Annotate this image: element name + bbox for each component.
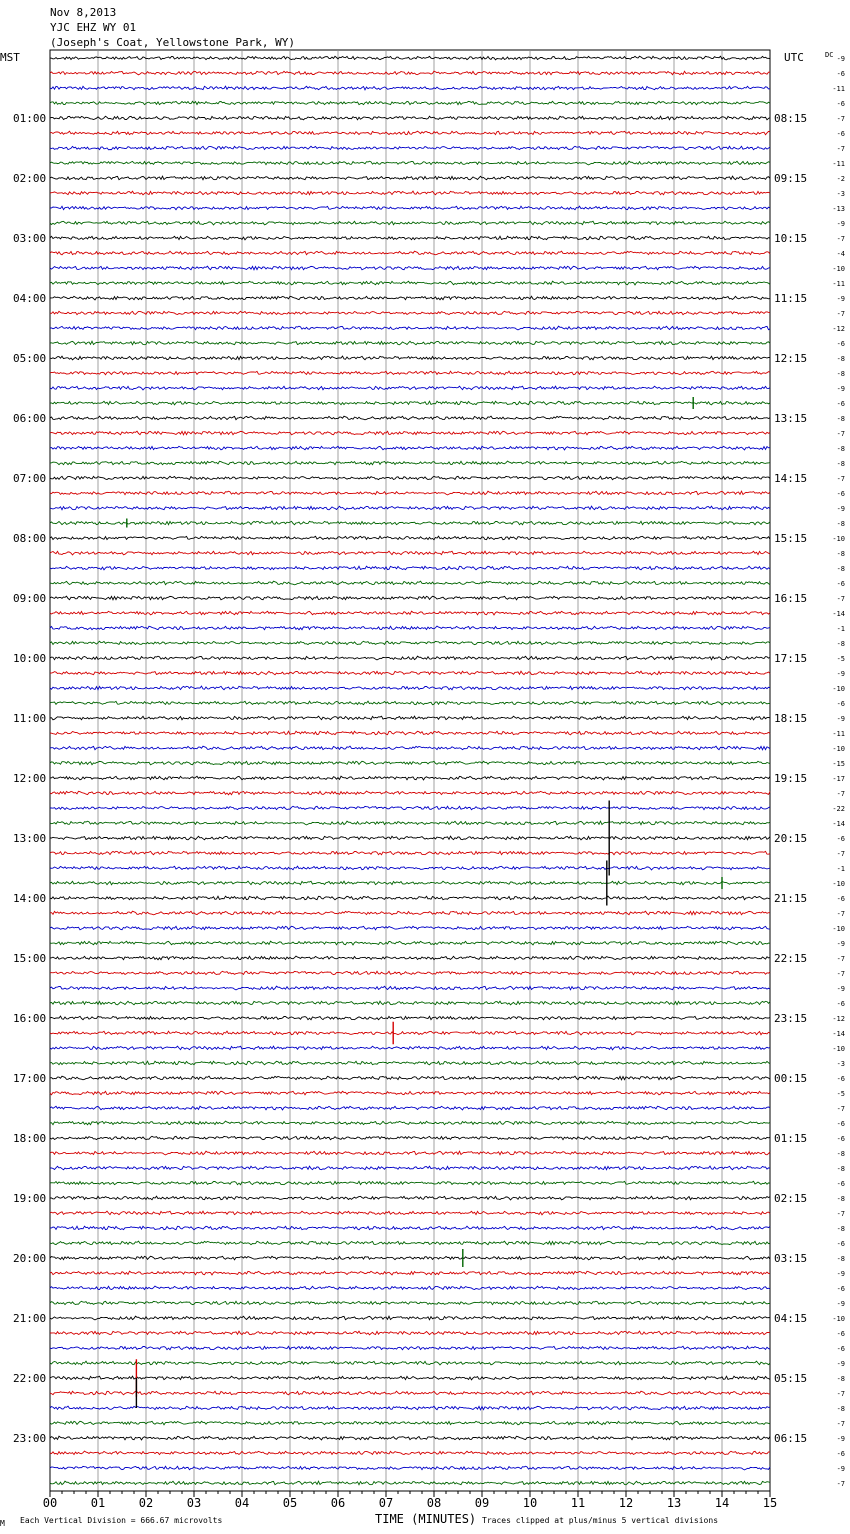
trace-row-31 [50,521,770,525]
dc-offset-label: -6 [836,1120,845,1128]
x-tick-label: 14 [714,1496,730,1510]
dc-offset-label: -7 [836,235,845,243]
dc-offset-label: -7 [836,850,845,858]
trace-row-94 [50,1466,770,1470]
dc-offset-label: -8 [836,1225,845,1233]
dc-offset-label: -6 [836,1180,845,1188]
left-hour-label: 04:00 [13,292,47,305]
trace-row-95 [50,1481,770,1485]
trace-row-14 [50,266,770,270]
x-tick-label: 00 [42,1496,58,1510]
right-hour-labels [774,112,807,1445]
trace-row-78 [50,1226,770,1230]
dc-offset-label: -6 [836,835,845,843]
dc-offset-label: -7 [836,1390,845,1398]
trace-row-76 [50,1196,770,1200]
dc-offset-label: -6 [836,1285,845,1293]
dc-offset-label: -9 [836,1465,845,1473]
right-hour-label: 17:15 [774,652,808,665]
trace-row-12 [50,236,770,240]
dc-offset-label: -11 [832,160,845,168]
dc-offset-label: -8 [836,1405,845,1413]
dc-offset-label: -6 [836,1345,845,1353]
right-hour-label: 06:15 [774,1432,808,1445]
trace-row-24 [50,416,770,420]
left-hour-label: 18:00 [13,1132,47,1145]
trace-row-29 [50,491,770,495]
trace-row-35 [50,581,770,585]
dc-offset-label: -6 [836,70,845,78]
right-hour-label: 13:15 [774,412,808,425]
dc-offset-label: -9 [836,295,845,303]
x-axis-title: TIME (MINUTES) [375,1512,477,1526]
dc-offset-label: -8 [836,520,845,528]
dc-offset-label: -9 [836,220,845,228]
dc-offset-label: -7 [836,970,845,978]
date-label: Nov 8,2013 [50,6,117,19]
dc-offset-label: -12 [832,1015,845,1023]
trace-row-52 [50,836,770,840]
trace-row-77 [50,1211,770,1215]
right-hour-label: 18:15 [774,712,808,725]
trace-row-0 [50,56,770,60]
trace-row-68 [50,1076,770,1080]
dc-offset-label: -8 [836,565,845,573]
dc-offset-label: -6 [836,100,845,108]
dc-offset-label: -6 [836,895,845,903]
dc-offset-label: -8 [836,1150,845,1158]
trace-row-70 [50,1106,770,1110]
trace-row-90 [50,1406,770,1410]
trace-row-22 [50,386,770,390]
right-hour-label: 02:15 [774,1192,808,1205]
trace-row-32 [50,536,770,540]
trace-row-88 [50,1376,770,1380]
station-label: YJC EHZ WY 01 [50,21,137,34]
trace-row-61 [50,971,770,975]
trace-row-82 [50,1286,770,1290]
location-label: (Joseph's Coat, Yellowstone Park, WY) [50,36,296,49]
dc-offset-label: -8 [836,460,845,468]
dc-offset-label: -7 [836,910,845,918]
trace-row-55 [50,881,770,885]
trace-row-62 [50,986,770,990]
right-hour-label: 23:15 [774,1012,808,1025]
trace-row-41 [50,671,770,675]
corner-mark: M [0,1519,5,1528]
trace-row-65 [50,1031,770,1035]
trace-row-47 [50,761,770,765]
right-hour-label: 20:15 [774,832,808,845]
trace-row-28 [50,476,770,479]
trace-row-46 [50,746,770,750]
right-hour-label: 10:15 [774,232,808,245]
trace-row-87 [50,1361,770,1365]
left-hour-label: 02:00 [13,172,47,185]
right-hour-label: 21:15 [774,892,808,905]
dc-offset-label: -10 [832,745,845,753]
dc-offset-label: -17 [832,775,845,783]
left-hour-labels [13,112,46,1445]
dc-offset-label: -10 [832,535,845,543]
right-hour-label: 15:15 [774,532,808,545]
dc-offset-label: -9 [836,715,845,723]
dc-offset-label: -7 [836,1480,845,1488]
dc-offset-label: -7 [836,790,845,798]
trace-row-92 [50,1436,770,1440]
dc-offset-label: -8 [836,640,845,648]
dc-offset-label: -2 [836,175,845,183]
x-tick-label: 02 [138,1496,154,1510]
dc-offset-label: -9 [836,1300,845,1308]
right-hour-label: 11:15 [774,292,808,305]
right-timezone-label: UTC [784,51,804,64]
dc-offset-label: -22 [832,805,845,813]
dc-offset-label: -5 [836,655,845,663]
dc-offset-label: -10 [832,925,845,933]
left-hour-label: 13:00 [13,832,47,845]
dc-offset-label: -6 [836,340,845,348]
dc-offset-label: -9 [836,940,845,948]
left-hour-label: 16:00 [13,1012,47,1025]
dc-offset-label: -8 [836,1165,845,1173]
trace-row-40 [50,656,770,660]
dc-offset-label: -8 [836,415,845,423]
x-tick-label: 09 [474,1496,490,1510]
trace-row-43 [50,701,770,705]
dc-offset-label: -9 [836,505,845,513]
right-hour-label: 00:15 [774,1072,808,1085]
x-tick-label: 07 [378,1496,394,1510]
vertical-division-note: Each Vertical Division = 666.67 microvolts [20,1516,223,1525]
trace-row-23 [50,401,770,405]
trace-row-34 [50,566,770,570]
clip-note: Traces clipped at plus/minus 5 vertical divisions [482,1516,719,1525]
trace-row-60 [50,956,770,960]
dc-offset-label: -9 [836,1270,845,1278]
left-hour-label: 08:00 [13,532,47,545]
dc-header-label: DC [825,51,834,59]
right-hour-label: 08:15 [774,112,808,125]
trace-row-13 [50,251,770,255]
trace-row-7 [50,161,770,165]
dc-offset-label: -6 [836,1000,845,1008]
left-hour-label: 14:00 [13,892,47,905]
left-timezone-label: MST [0,51,20,64]
dc-offset-label: -6 [836,1135,845,1143]
dc-offset-label: -7 [836,145,845,153]
trace-row-64 [50,1016,770,1020]
trace-row-42 [50,686,770,690]
trace-row-37 [50,611,770,615]
dc-offset-label: -4 [836,250,845,258]
trace-row-5 [50,131,770,135]
right-hour-label: 22:15 [774,952,808,965]
dc-offset-label: -8 [836,445,845,453]
trace-row-84 [50,1316,770,1320]
trace-row-8 [50,176,770,180]
right-hour-label: 03:15 [774,1252,808,1265]
trace-row-10 [50,206,770,210]
trace-row-19 [50,341,770,345]
dc-offset-label: -11 [832,730,845,738]
dc-offset-label: -6 [836,1330,845,1338]
seismic-events [127,397,722,1408]
dc-offset-label: -14 [832,820,845,828]
dc-offset-label: -9 [836,385,845,393]
dc-offset-label: -7 [836,1420,845,1428]
dc-offset-label: -15 [832,760,845,768]
dc-offset-label: -10 [832,685,845,693]
trace-row-83 [50,1301,770,1305]
dc-offset-label: -3 [836,1060,845,1068]
dc-offset-label: -10 [832,1045,845,1053]
trace-row-80 [50,1256,770,1260]
trace-row-54 [50,866,770,870]
x-tick-label: 13 [666,1496,682,1510]
dc-offset-label: -8 [836,1375,845,1383]
trace-row-57 [50,911,770,915]
dc-offset-label: -9 [836,985,845,993]
dc-offset-label: -14 [832,610,845,618]
dc-offset-label: -10 [832,880,845,888]
dc-offset-label: -1 [836,865,845,873]
trace-row-20 [50,356,770,360]
trace-row-86 [50,1346,770,1350]
dc-offset-label: -7 [836,475,845,483]
dc-offset-label: -6 [836,490,845,498]
trace-row-67 [50,1061,770,1065]
dc-offset-label: -9 [836,1435,845,1443]
dc-offset-label: -12 [832,325,845,333]
left-hour-label: 07:00 [13,472,47,485]
dc-offset-label: -7 [836,955,845,963]
trace-row-36 [50,596,770,600]
trace-row-6 [50,146,770,150]
trace-row-9 [50,191,770,195]
dc-offset-label: -11 [832,280,845,288]
dc-offset-label: -14 [832,1030,845,1038]
left-hour-label: 05:00 [13,352,47,365]
trace-row-30 [50,506,770,510]
dc-offset-label: -6 [836,1450,845,1458]
trace-row-56 [50,896,770,900]
trace-row-39 [50,641,770,644]
dc-offset-label: -7 [836,1105,845,1113]
dc-offset-label: -6 [836,400,845,408]
trace-row-58 [50,926,770,930]
dc-offset-label: -6 [836,130,845,138]
right-hour-label: 01:15 [774,1132,808,1145]
dc-offset-label: -8 [836,1255,845,1263]
dc-offset-label: -8 [836,370,845,378]
trace-row-53 [50,851,770,855]
dc-offset-labels [832,55,845,1488]
dc-offset-label: -6 [836,580,845,588]
x-tick-label: 10 [522,1496,538,1510]
right-hour-label: 04:15 [774,1312,808,1325]
trace-row-50 [50,806,770,809]
x-axis [43,1491,777,1510]
right-hour-label: 09:15 [774,172,808,185]
dc-offset-label: -10 [832,265,845,273]
dc-offset-label: -7 [836,1210,845,1218]
x-tick-label: 05 [282,1496,298,1510]
left-hour-label: 10:00 [13,652,47,665]
seismic-traces [50,56,770,1485]
dc-offset-label: -9 [836,1360,845,1368]
trace-row-1 [50,71,770,75]
trace-row-21 [50,371,770,375]
right-hour-label: 19:15 [774,772,808,785]
trace-row-59 [50,941,770,945]
trace-row-91 [50,1421,770,1425]
trace-row-89 [50,1391,770,1395]
trace-row-25 [50,431,770,435]
dc-offset-label: -8 [836,355,845,363]
x-tick-label: 12 [618,1496,634,1510]
right-hour-label: 05:15 [774,1372,808,1385]
left-hour-label: 23:00 [13,1432,47,1445]
left-hour-label: 15:00 [13,952,47,965]
x-tick-label: 11 [570,1496,586,1510]
left-hour-label: 06:00 [13,412,47,425]
dc-offset-label: -11 [832,85,845,93]
trace-row-69 [50,1091,770,1095]
trace-row-44 [50,716,770,720]
right-hour-label: 14:15 [774,472,808,485]
x-tick-label: 04 [234,1496,250,1510]
dc-offset-label: -7 [836,595,845,603]
left-hour-label: 17:00 [13,1072,47,1085]
left-hour-label: 12:00 [13,772,47,785]
left-hour-label: 11:00 [13,712,47,725]
trace-row-11 [50,221,770,225]
left-hour-label: 03:00 [13,232,47,245]
trace-row-93 [50,1451,770,1455]
dc-offset-label: -1 [836,625,845,633]
trace-row-18 [50,326,770,330]
x-tick-label: 03 [186,1496,202,1510]
trace-row-72 [50,1136,770,1140]
right-hour-label: 12:15 [774,352,808,365]
x-tick-label: 15 [762,1496,778,1510]
trace-row-63 [50,1001,770,1005]
left-hour-label: 01:00 [13,112,47,125]
dc-offset-label: -6 [836,1075,845,1083]
dc-offset-label: -7 [836,430,845,438]
dc-offset-label: -8 [836,550,845,558]
trace-row-49 [50,791,770,795]
left-hour-label: 09:00 [13,592,47,605]
dc-offset-label: -10 [832,1315,845,1323]
dc-offset-label: -7 [836,310,845,318]
trace-row-51 [50,821,770,825]
trace-row-16 [50,296,770,300]
trace-row-66 [50,1046,770,1050]
dc-offset-label: -3 [836,190,845,198]
trace-row-48 [50,776,770,780]
x-tick-label: 06 [330,1496,346,1510]
dc-offset-label: -9 [836,55,845,63]
trace-row-2 [50,86,770,90]
dc-offset-label: -5 [836,1090,845,1098]
dc-offset-label: -8 [836,1195,845,1203]
trace-row-75 [50,1181,770,1184]
left-hour-label: 20:00 [13,1252,47,1265]
trace-row-38 [50,626,770,630]
trace-row-15 [50,281,770,285]
trace-row-27 [50,461,770,465]
trace-row-81 [50,1271,770,1275]
left-hour-label: 21:00 [13,1312,47,1325]
trace-row-74 [50,1166,770,1170]
dc-offset-label: -9 [836,670,845,678]
dc-offset-label: -13 [832,205,845,213]
trace-row-4 [50,116,770,120]
x-tick-label: 08 [426,1496,442,1510]
trace-row-26 [50,446,770,450]
trace-row-3 [50,101,770,105]
trace-row-45 [50,731,770,735]
trace-row-17 [50,311,770,314]
trace-row-85 [50,1331,770,1335]
left-hour-label: 22:00 [13,1372,47,1385]
dc-offset-label: -6 [836,700,845,708]
trace-row-71 [50,1121,770,1125]
x-tick-label: 01 [90,1496,106,1510]
trace-row-73 [50,1151,770,1155]
trace-row-79 [50,1241,770,1245]
left-hour-label: 19:00 [13,1192,47,1205]
trace-row-33 [50,551,770,555]
dc-offset-label: -6 [836,1240,845,1248]
dc-offset-label: -7 [836,115,845,123]
right-hour-label: 16:15 [774,592,808,605]
